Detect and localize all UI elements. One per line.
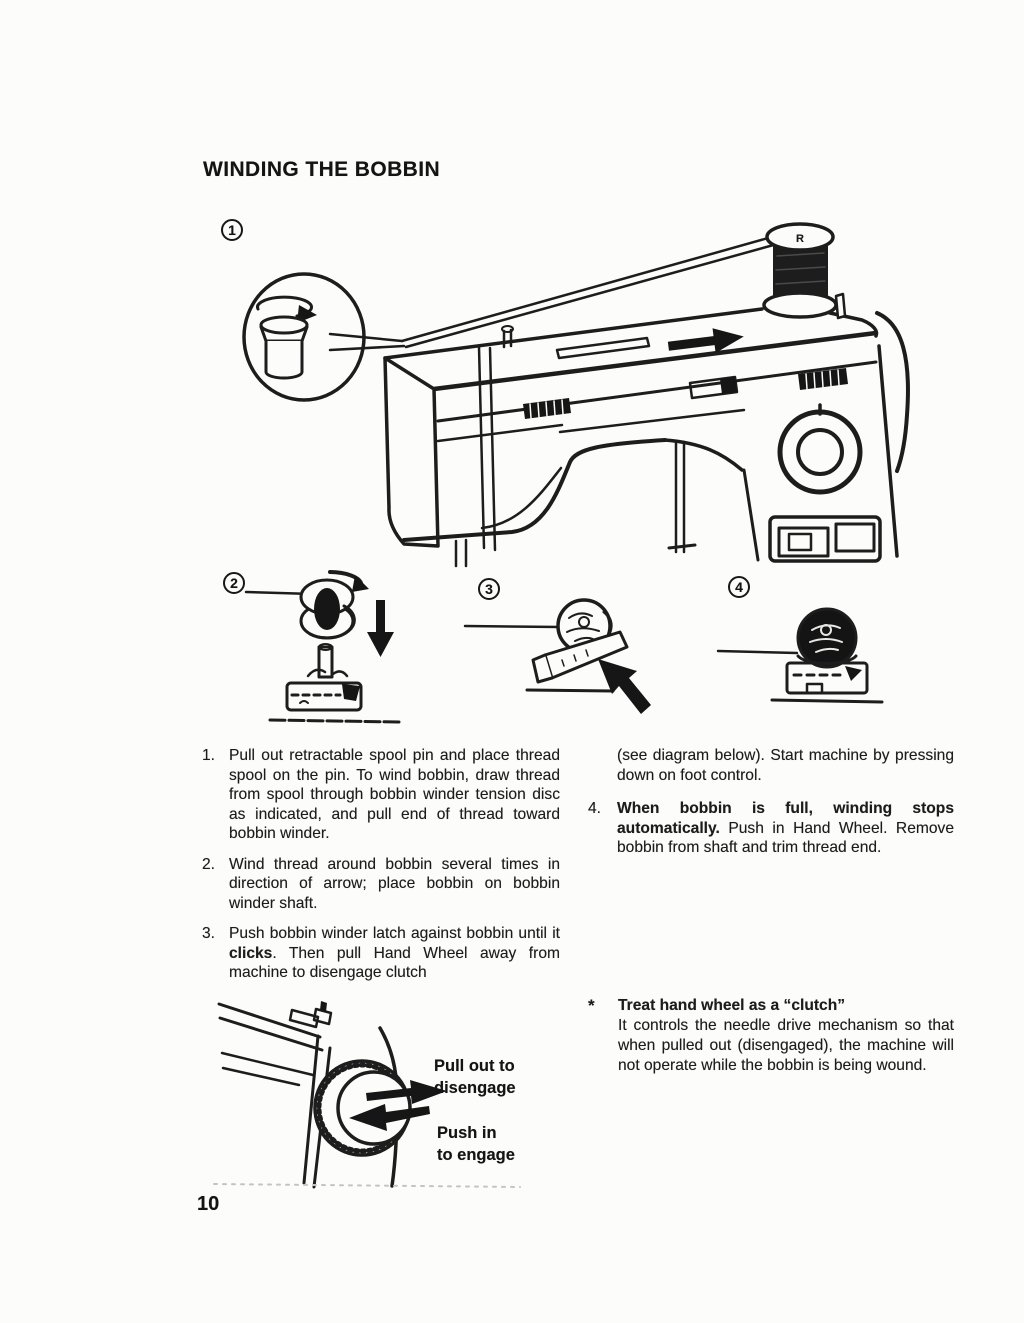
instruction-step-1 <box>202 746 560 844</box>
instructions-left-column <box>202 746 560 983</box>
note-title: Treat hand wheel as a “clutch” <box>618 997 846 1014</box>
instruction-step-3 <box>202 924 560 983</box>
callout-line <box>465 626 560 627</box>
step-text: Push bobbin winder latch against bobbin until it clicks. Then pull Hand Wheel away from machine to disengage clutch <box>229 925 560 981</box>
bobbin-latch-diagram <box>458 575 663 735</box>
clutch-note <box>588 996 954 1076</box>
step-text: When bobbin is full, winding stops automatically. Push in Hand Wheel. Remove bobbin from shaft and trim thread end. <box>617 800 954 856</box>
step-number: 1. <box>202 747 216 764</box>
page-title: WINDING THE BOBBIN <box>203 158 441 181</box>
asterisk-marker: * <box>588 996 595 1015</box>
stitch-dial <box>780 405 860 492</box>
instruction-step-2 <box>202 855 560 914</box>
hand-wheel <box>315 1061 410 1155</box>
ground-dots <box>214 1184 520 1187</box>
place-down-arrow <box>367 600 394 657</box>
push-in-label: Push in to engage <box>437 1124 515 1164</box>
callout-line <box>718 651 797 653</box>
figure-4-badge: 4 <box>728 576 750 598</box>
page-number: 10 <box>197 1193 220 1215</box>
ground-line <box>772 700 882 702</box>
winder-base <box>287 683 361 710</box>
figure-2-badge: 2 <box>223 572 245 594</box>
step-number: 4. <box>588 800 602 817</box>
spool-marking: R <box>796 233 804 245</box>
step-number: 3. <box>202 925 216 942</box>
step-number: 2. <box>202 855 216 873</box>
figure-3-badge: 3 <box>478 578 500 600</box>
step-3-continuation: (see diagram below). Start machine by pressing down on foot control. <box>617 747 954 784</box>
ground-line <box>270 720 400 722</box>
figure-1-badge: 1 <box>221 219 243 241</box>
tension-disc-inset <box>244 274 404 400</box>
step-text: Wind thread around bobbin several times in direction of arrow; place bobbin on bobbin winder shaft. <box>229 855 560 912</box>
step-text: Pull out retractable spool pin and place thread spool on the pin. To wind bobbin, draw thread from spool through bobbin winder tension disc as indicated, and pull end of thread toward bobbin winder. <box>229 747 560 842</box>
control-panel <box>770 517 880 561</box>
full-bobbin-diagram <box>708 575 933 735</box>
clamp-screw <box>290 1001 331 1027</box>
bobbin-with-thread <box>301 580 354 638</box>
bobbin-winder-shaft <box>308 644 347 677</box>
note-text: It controls the needle drive mechanism so that when pulled out (disengaged), the machine will not operate while the bobbin is being wound. <box>618 1017 954 1074</box>
pull-out-label: Pull out to disengage <box>434 1057 516 1097</box>
bobbin-winding-diagram <box>225 563 415 735</box>
note-body <box>618 996 954 1076</box>
instruction-step-4 <box>588 799 954 858</box>
push-arrow <box>598 659 651 714</box>
slider-controls <box>523 368 848 419</box>
thread-spool <box>764 224 845 318</box>
full-bobbin <box>798 609 856 667</box>
ground-line <box>527 690 613 691</box>
instructions-right-column <box>588 746 954 858</box>
machine-threading-illustration <box>228 205 920 573</box>
